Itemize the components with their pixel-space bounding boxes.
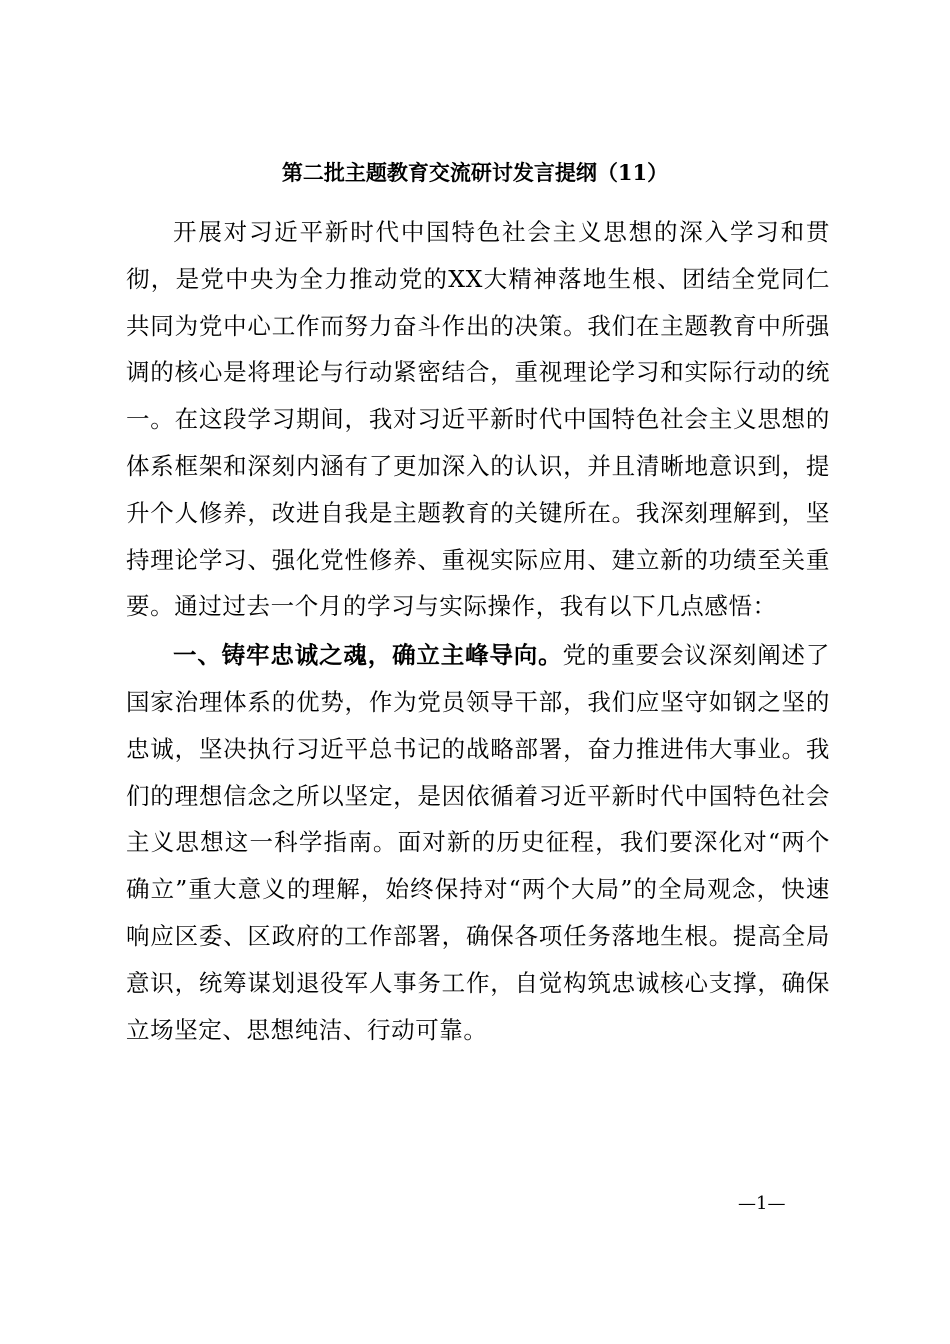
document-body bbox=[126, 209, 830, 1053]
section-one-text: 党的重要会议深刻阐述了国家治理体系的优势，作为党员领导干部，我们应坚守如钢之坚的忠诚，坚决执行习近平总书记的战略部署，奋力推进伟大事业。我们的理想信念之所以坚定，是因依循着习近平新时代中国特色社会主义思想这一科学指南。面对新的历史征程，我们要深化对“两个确立”重大意义的理解，始终保持对“两个大局”的全局观念，快速响应区委、区政府的工作部署，确保各项任务落地生根。提高全局意识，统筹谋划退役军人事务工作，自觉构筑忠诚核心支撑，确保立场坚定、思想纯洁、行动可靠。 bbox=[126, 641, 830, 1044]
page-number: —1— bbox=[738, 1193, 786, 1214]
document-title: 第二批主题教育交流研讨发言提纲（11） bbox=[281, 160, 669, 185]
intro-paragraph: 开展对习近平新时代中国特色社会主义思想的深入学习和贯彻，是党中央为全力推动党的XX大精神落地生根、团结全党同仁共同为党中心工作而努力奋斗作出的决策。我们在主题教育中所强调的核心是将理论与行动紧密结合，重视理论学习和实际行动的统一。在这段学习期间，我对习近平新时代中国特色社会主义思想的体系框架和深刻内涵有了更加深入的认识，并且清晰地意识到，提升个人修养，改进自我是主题教育的关键所在。我深刻理解到，坚持理论学习、强化党性修养、重视实际应用、建立新的功绩至关重要。通过过去一个月的学习与实际操作，我有以下几点感悟： bbox=[126, 218, 830, 621]
section-one-paragraph bbox=[126, 632, 830, 1053]
section-one-heading: 一、铸牢忠诚之魂，确立主峰导向。 bbox=[173, 641, 563, 670]
